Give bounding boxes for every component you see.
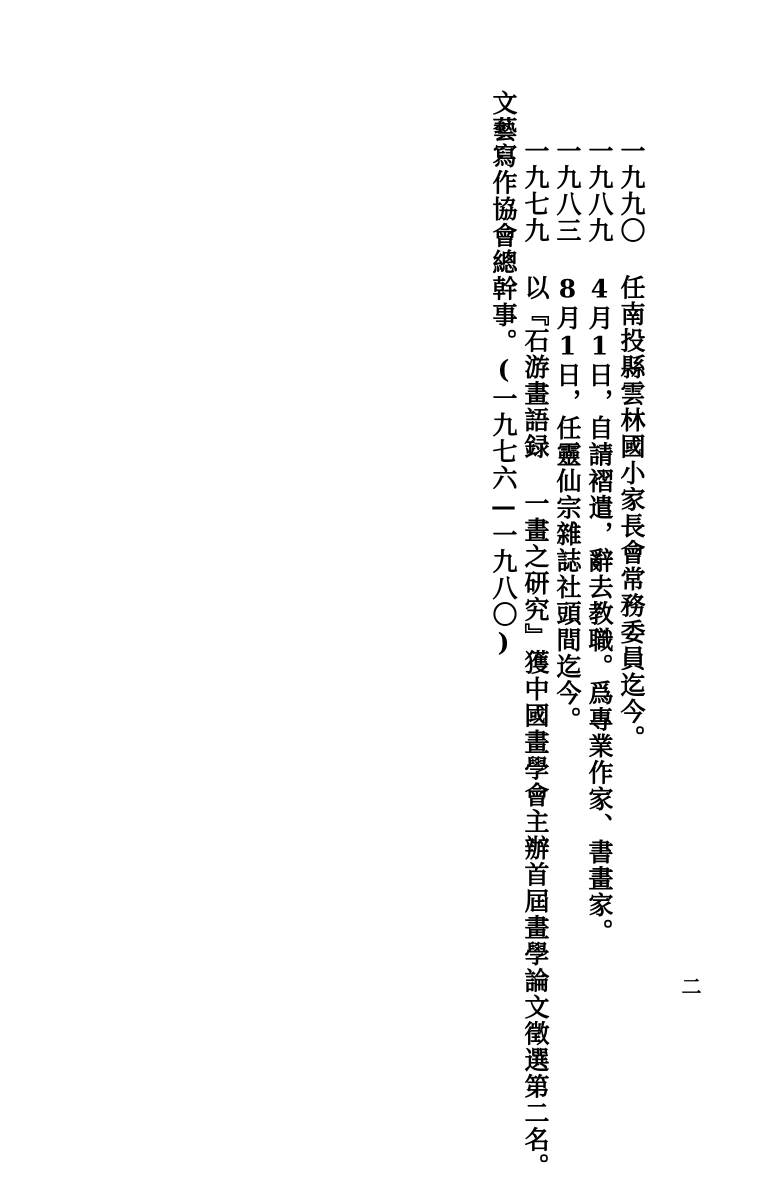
text-column-3: 一九八三 8月1日，任靈仙宗雜誌社頭間迄今。 [553,138,582,733]
text-column-1: 文藝寫作協會總幹事。(一九七六—一九八〇) [489,90,518,659]
page-number: 二 [678,976,702,997]
text-column-5: 一九九〇 任南投縣雲林國小家長會常務委員迄今。 [617,138,646,752]
text-column-4: 一九八九 4月1日，自請褶遣，辭去教職。爲專業作家、書畫家。 [585,138,614,945]
vertical-text-block [487,90,647,1180]
text-column-2: 一九七九 以『石游畫語録 一畫之研究』獲中國畫學會主辦首屆畫學論文徵選第二名。 [521,138,550,1180]
